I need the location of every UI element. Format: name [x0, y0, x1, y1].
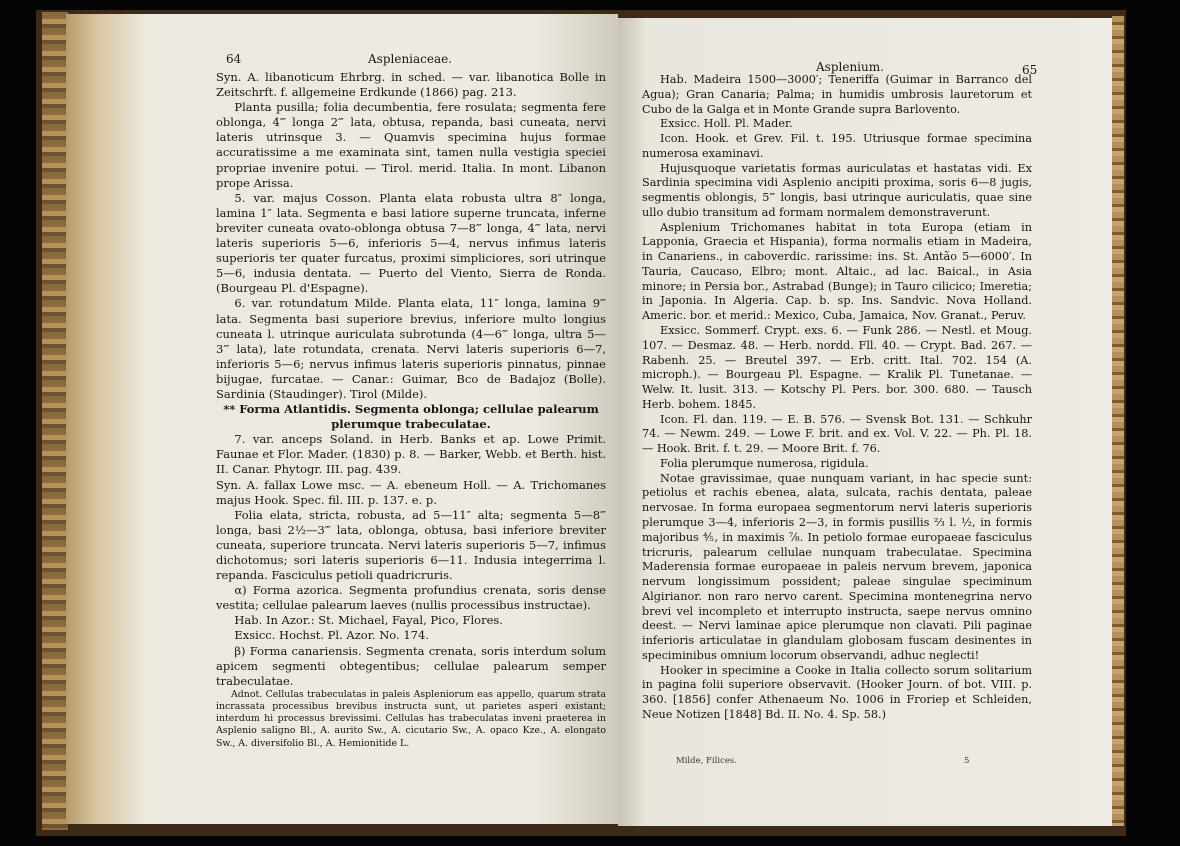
- paragraph: Exsicc. Hochst. Pl. Azor. No. 174.: [234, 628, 429, 643]
- paragraph: Exsicc. Holl. Pl. Mader.: [660, 117, 793, 131]
- paragraph: Hujusquoque varietatis formas auriculatas et hastatas vidi. Ex Sardinia specimina vidi Asplenio ancipiti proxima, soris 6—8 jugis, segmentis oblongis, 5‴ longis, basi utrinque auriculatis, quae sine ullo dubio transitum ad formam normalem demonstraverunt.: [642, 161, 1032, 219]
- paragraph: Planta pusilla; folia decumbentia, fere rosulata; segmenta fere oblonga, 4‴ longa 2‴ lata, obtusa, repanda, basi cuneata, nervi lateris utrinsque 3. — Quamvis specimina hujus formae accuratissime a me examinata sint, tamen nulla vestigia speciei propriae invenire potui. — Tirol. merid. Italia. In mont. Libanon prope Arissa.: [216, 100, 606, 190]
- paragraph: Hab. Madeira 1500—3000′; Teneriffa (Guimar in Barranco del Agua); Gran Canaria; Palma; in humidis umbrosis lauretorum et Cubo de la Galga et in Monte Grande supra Barlovento.: [642, 73, 1032, 116]
- paragraph: Hooker in specimine a Cooke in Italia collecto sorum solitarium in pagina folii superiore observavit. (Hooker Journ. of bot. VIII. p. 360. [1856] confer Athenaeum No. 1006 in Froriep et Schleiden, Neue Notizen [1848] Bd. II. No. 4. Sp. 58.): [642, 663, 1032, 721]
- page-edges-left: [42, 12, 68, 830]
- signature-number: 5: [964, 756, 970, 766]
- left-text-column: [216, 70, 606, 750]
- paragraph: Folia plerumque numerosa, rigidula.: [660, 456, 869, 470]
- paragraph: 5. var. majus Cosson. Planta elata robusta ultra 8″ longa, lamina 1″ lata. Segmenta e basi latiore superne truncata, inferne breviter cuneata ovato-oblonga obtusa 7—8‴ longa, 4‴ lata, nervi lateris superioris 5—6, inferioris 5—4, nervus infimus lateris superioris ter quater furcatus, proximi simpliciores, sori utrinque 5—6, indusia dentata. — Puerto del Viento, Sierra de Ronda. (Bourgeau Pl. d'Espagne).: [216, 190, 606, 296]
- paragraph: β) Forma canariensis. Segmenta crenata, soris interdum solum apicem segmenti obtegentibus; cellulae palearum semper trabeculatae.: [216, 643, 606, 688]
- left-running-head: Aspleniaceae.: [368, 52, 453, 66]
- paragraph: 6. var. rotundatum Milde. Planta elata, 11″ longa, lamina 9‴ lata. Segmenta basi superiore brevius, inferiore multo longius cuneata l. utrinque auriculata subrotunda (4—6‴ longa, ultra 5—3‴ lata), late rotundata, crenata. Nervi lateris superioris 6—7, inferioris 5—6; nervus infimus lateris superioris pinnatus, pinnae bijugae, furcatae. — Canar.: Guimar, Bco de Badajoz (Bolle). Sardinia (Staudinger). Tirol (Milde).: [216, 296, 606, 401]
- paragraph: Syn. A. fallax Lowe msc. — A. ebeneum Holl. — A. Trichomanes majus Hook. Spec. fil. III. p. 137. e. p.: [216, 477, 606, 507]
- paragraph: Folia elata, stricta, robusta, ad 5—11″ alta; segmenta 5—8‴ longa, basi 2½—3‴ lata, oblonga, obtusa, basi inferiore breviter cuneata, superiore truncata. Nervi lateris superioris 5—7, infimus dichotomus; sori lateris superioris 6—11. Indusia integerrima l. repanda. Fasciculus petioli quadricruris.: [216, 507, 606, 583]
- paragraph: 7. var. anceps Soland. in Herb. Banks et ap. Lowe Primit. Faunae et Flor. Mader. (1830) p. 8. — Barker, Webb. et Berth. hist. II. Canar. Phytogr. III. pag. 439.: [216, 432, 606, 477]
- right-text-column: [642, 73, 1032, 723]
- foxing-stain: [66, 14, 146, 824]
- paragraph: Asplenium Trichomanes habitat in tota Europa (etiam in Lapponia, Graecia et Hispania), forma normalis etiam in Madeira, in Canariens., in caboverdic. rarissime: ins. St. Antão 5—6000′. In Tauria, Caucaso, Elbro; mont. Altaic., ad lac. Baical., in Asia minore; in Persia bor., Astrabad (Bunge); in Tauro cilicico; Imeretia; in Japonia. In Algeria. Cap. b. sp. Ins. Sandvic. Nova Holland. Americ. bor. et merid.: Mexico, Cuba, Jamaica, Nov. Granat., Peruv.: [642, 220, 1032, 323]
- footnote-adnot: Adnot. Cellulas trabeculatas in paleis Aspleniorum eas appello, quarum strata incrassata processibus brevibus instructa sunt, ut parietes asperi existant; interdum hi processus brevissimi. Cellulas has trabeculatas inveni praeterea in Asplenio saligno Bl., A. aurito Sw., A. cicutario Sw., A. opaco Kze., A. elongato Sw., A. diversifolio Bl., A. Hemionitide L.: [216, 688, 606, 749]
- paragraph: α) Forma azorica. Segmenta profundius crenata, soris dense vestita; cellulae palearum laeves (nullis processibus instructae).: [216, 583, 606, 613]
- section-heading: ** Forma Atlantidis. Segmenta oblonga; cellulae palearum plerumque trabeculatae.: [223, 402, 599, 432]
- paragraph: Icon. Fl. dan. 119. — E. B. 576. — Svensk Bot. 131. — Schkuhr 74. — Newm. 249. — Lowe F. brit. and ex. Vol. V. 22. — Ph. Pl. 18. — Hook. Brit. f. t. 29. — Moore Brit. f. 76.: [642, 412, 1032, 456]
- paragraph: Syn. A. libanoticum Ehrbrg. in sched. — var. libanotica Bolle in Zeitschrft. f. allgemeine Erdkunde (1866) pag. 213.: [216, 70, 606, 100]
- paragraph: Exsicc. Sommerf. Crypt. exs. 6. — Funk 286. — Nestl. et Moug. 107. — Desmaz. 48. — Herb. nordd. Fll. 40. — Crypt. Bad. 267. — Rabenh. 25. — Breutel 397. — Erb. critt. Ital. 702. 154 (A. microph.). — Bourgeau Pl. Espagne. — Kralik Pl. Tunetanae. — Welw. It. lusit. 313. — Kotschy Pl. Pers. bor. 300. 680. — Tausch Herb. bohem. 1845.: [642, 324, 1032, 411]
- page-edges-right: [1112, 16, 1124, 826]
- paragraph: Hab. In Azor.: St. Michael, Fayal, Pico, Flores.: [234, 613, 503, 628]
- paragraph: Notae gravissimae, quae nunquam variant, in hac specie sunt: petiolus et rachis ebenea, alata, sulcata, rachis dentata, paleae nervosae. In forma europaea segmentorum nervi lateris superioris plerumque 3—4, inferioris 2—3, in formis pusillis ⅔ l. ½, in formis majoribus ⅘, in maximis ⅞. In petiolo formae europaeae fasciculus tricruris, palearum cellulae nunquam trabeculatae. Specimina Maderensia formae europaeae in paleis nervum brevem, japonica nervum longissimum possident; paleae singulae speciminum Algirianor. non raro nervo carent. Specimina montenegrina nervo brevi vel incompleto et interrupto instructa, saepe nervus omnino deest. — Nervi laminae apice plerumque non clavati. Pili paginae inferioris articulatae in glandulam globosam fuscam desinentes in speciminibus omnium locorum observandi, adhuc neglecti!: [642, 471, 1032, 662]
- right-page-number: 65: [1022, 63, 1038, 77]
- paragraph: Icon. Hook. et Grev. Fil. t. 195. Utriusque formae specimina numerosa examinavi.: [642, 132, 1032, 160]
- right-running-head: Asplenium.: [816, 60, 884, 74]
- signature-mark: Milde, Filices.: [676, 756, 737, 766]
- left-page-number: 64: [226, 52, 242, 66]
